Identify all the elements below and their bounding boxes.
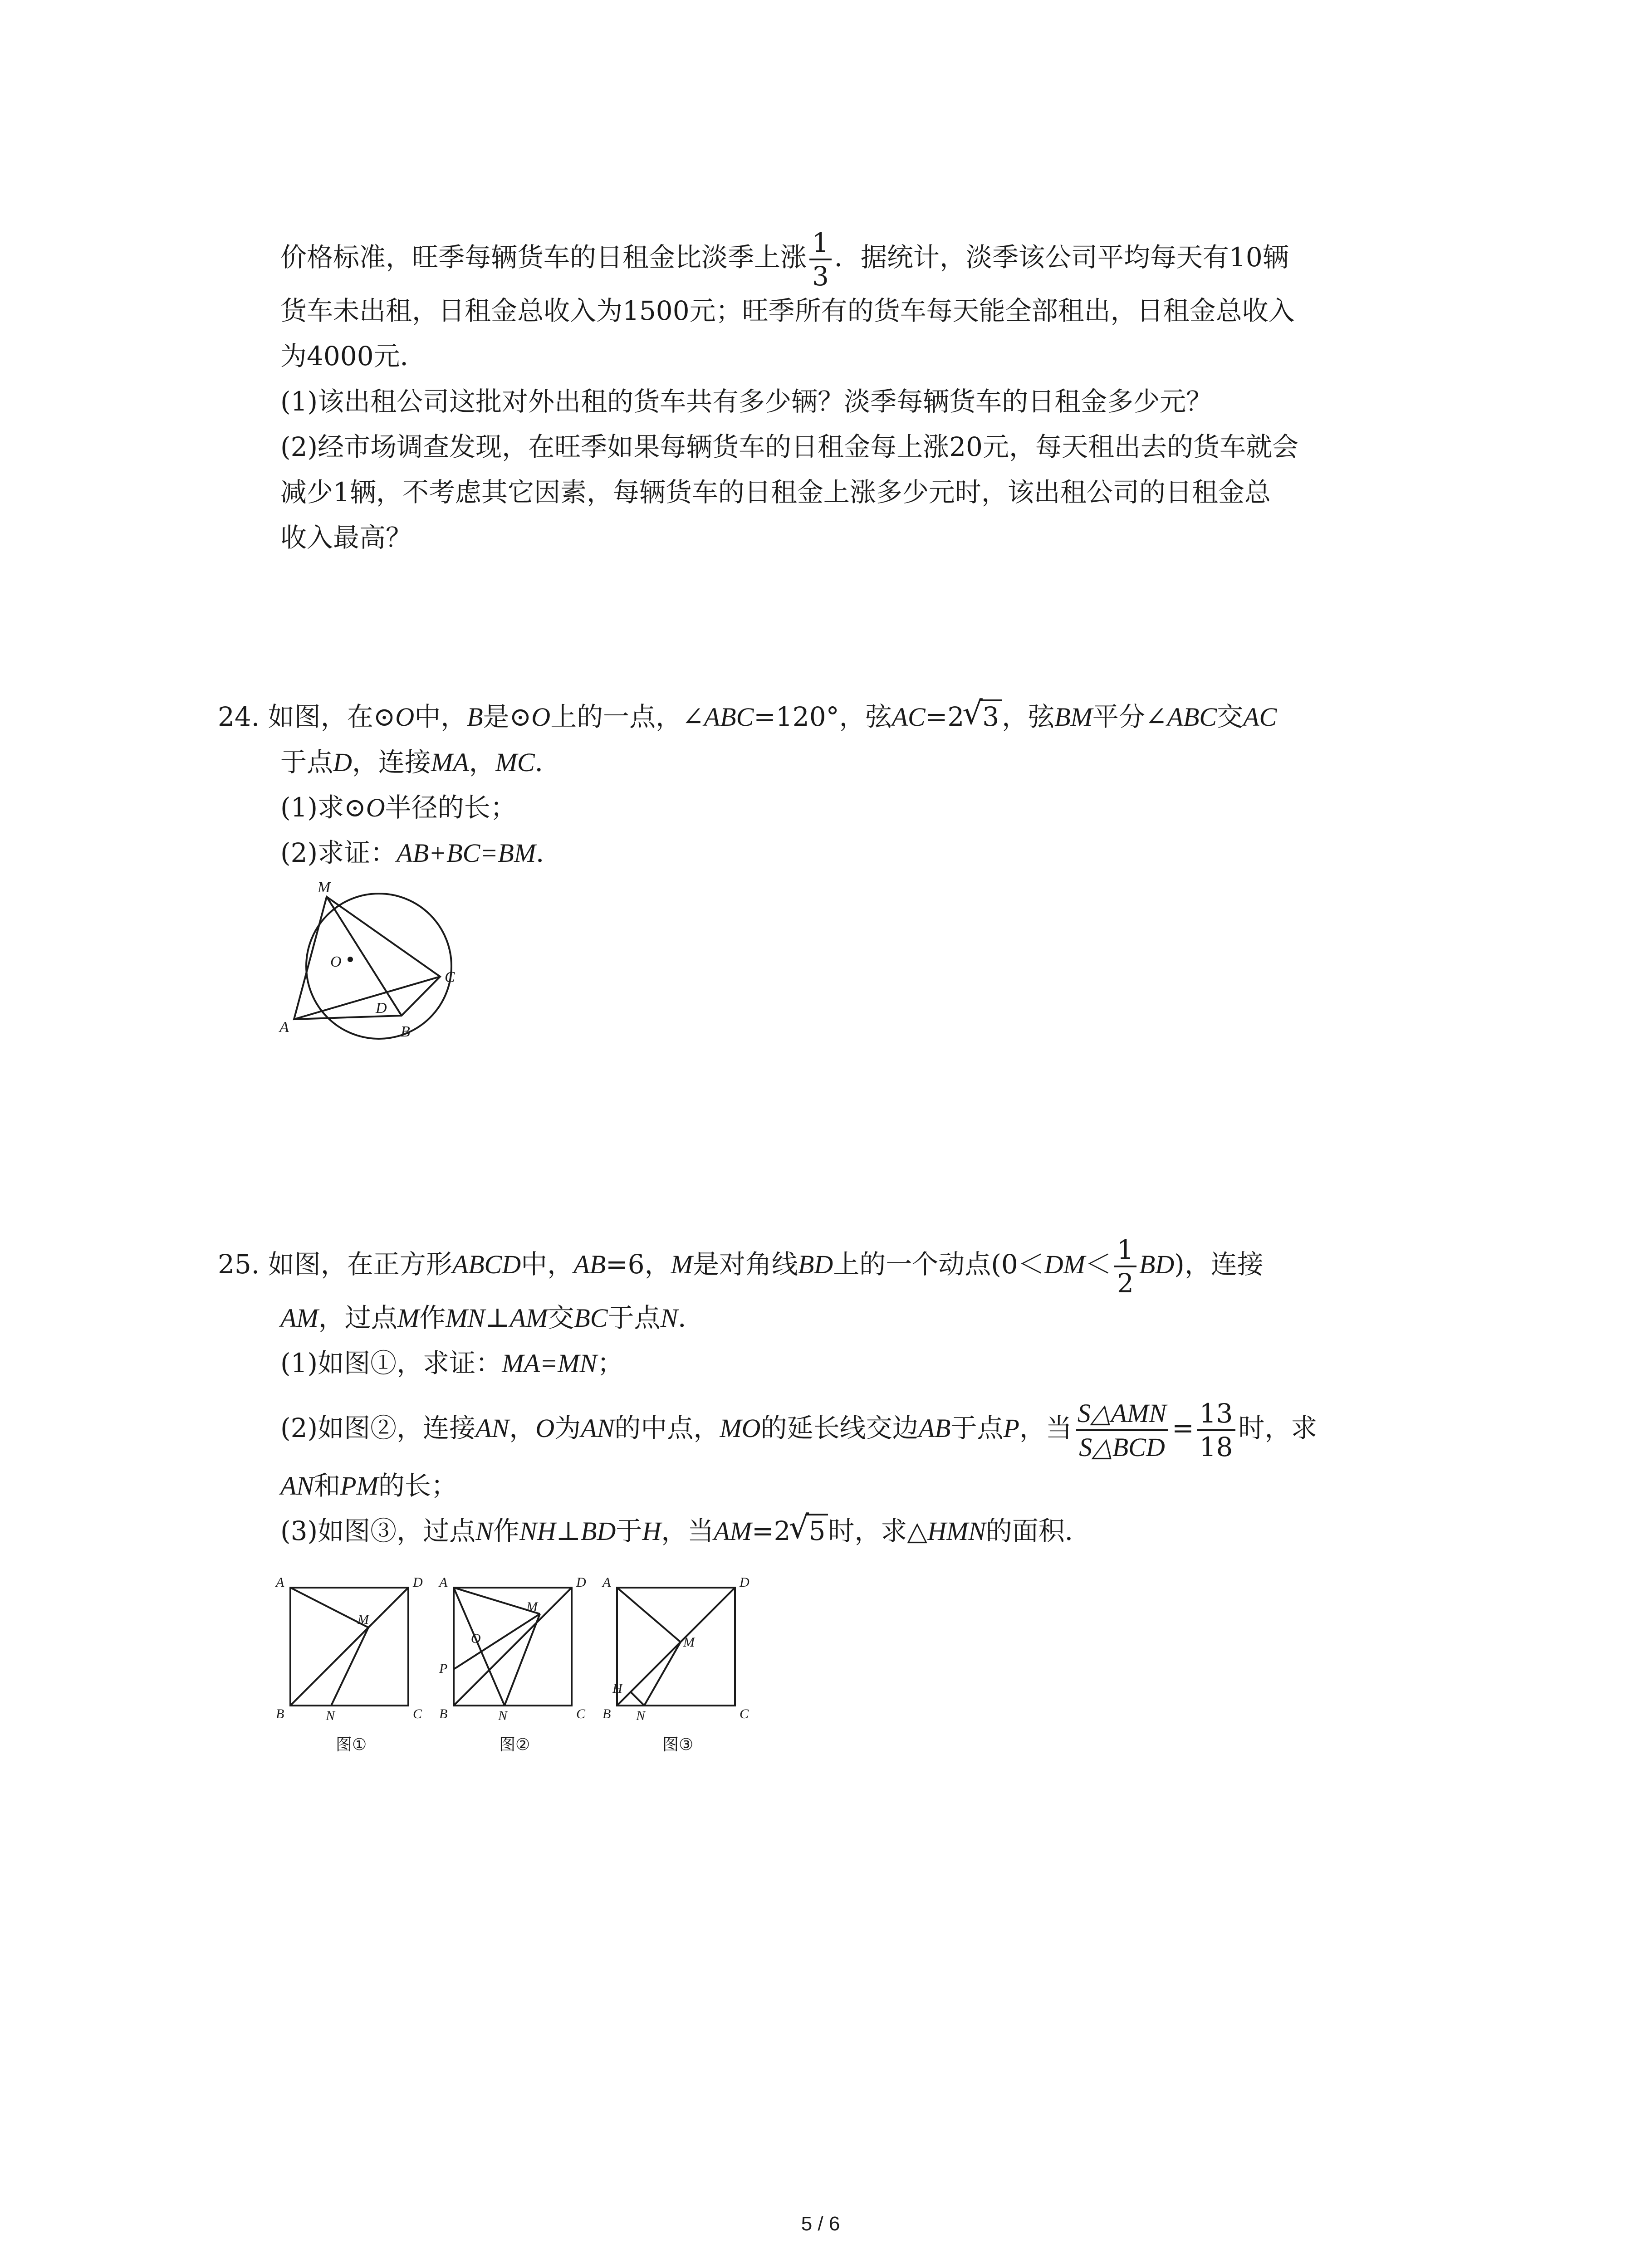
q24-part-1: (1)求⊙O半径的长；	[280, 792, 517, 823]
fig3-label-b: B	[603, 1706, 611, 1721]
fig2-label-a: A	[439, 1575, 448, 1590]
fig1-label-d: D	[413, 1575, 423, 1590]
figure-3-caption: 图③	[662, 1735, 694, 1754]
fig2-label-o: O	[471, 1631, 481, 1646]
fig3-label-h: H	[612, 1681, 622, 1696]
segment-nh	[631, 1692, 644, 1706]
segment-mp	[454, 1614, 540, 1669]
label-m: M	[318, 879, 331, 896]
label-b: B	[401, 1023, 410, 1040]
fig3-label-a: A	[603, 1575, 611, 1590]
sqrt-five: √ 5	[791, 1513, 828, 1549]
segment-an	[454, 1588, 505, 1706]
segment-am	[290, 1588, 368, 1628]
fig1-label-b: B	[276, 1706, 284, 1721]
q23-part-2a: (2)经市场调查发现，在旺季如果每辆货车的日租金每上涨20元，每天租出去的货车就会	[280, 431, 1298, 462]
fraction-one-third: $\frac{1}{3}$	[809, 227, 832, 292]
label-a: A	[279, 1019, 289, 1036]
fraction-13-18: $\frac{13}{18}$	[1197, 1398, 1236, 1463]
q23-part-1: (1)该出租公司这批对外出租的货车共有多少辆？淡季每辆货车的日租金多少元？	[280, 386, 1213, 417]
label-c: C	[445, 969, 455, 986]
q24-line-2: 于点D，连接MA，MC．	[280, 747, 561, 777]
q23-line-1: 价格标准，旺季每辆货车的日租金比淡季上涨 $\frac{1}{3}$ ．据统计，淡季该公司平均每天有10辆	[280, 227, 1289, 292]
q25-part-3: (3)如图③，过点N作NH⊥BD于H，当AM=2√ 5 时，求△HMN的面积．	[280, 1513, 1091, 1549]
diagonal-bd	[617, 1588, 735, 1706]
q23-part-2b: 减少1辆，不考虑其它因素，每辆货车的日租金上涨多少元时，该出租公司的日租金总	[280, 477, 1271, 508]
q25-part-1: (1)如图①，求证：MA=MN；	[280, 1348, 624, 1378]
fraction-one-half: $\frac{1}{2}$	[1114, 1234, 1136, 1299]
page-number: 5 / 6	[801, 2213, 840, 2235]
fig3-label-d: D	[740, 1575, 749, 1590]
q24-line-1: 24. 如图，在⊙O中，B是⊙O上的一点，∠ABC=120°，弦AC=2√ 3 ，弦BM平分∠ABC交AC	[218, 699, 1277, 735]
q25-part-2: (2)如图②，连接AN，O为AN的中点，MO的延长线交边AB于点P，当 $\frac{\text{S△AMN}}{\text{S△BCD}}$ = $\frac{13}{18}$ 时，求	[280, 1398, 1318, 1462]
fig2-label-n: N	[498, 1708, 508, 1723]
fig3-label-c: C	[740, 1706, 749, 1721]
q23-line-2: 货车未出租，日租金总收入为1500元；旺季所有的货车每天能全部租出，日租金总收入	[280, 295, 1295, 326]
fig2-label-c: C	[576, 1706, 586, 1721]
fig1-label-c: C	[413, 1706, 422, 1721]
fig1-label-a: A	[276, 1575, 284, 1590]
fig3-label-m: M	[683, 1635, 695, 1650]
fig2-label-d: D	[576, 1575, 586, 1590]
q25-figure-3	[599, 1574, 762, 1728]
sqrt-three: √ 3	[964, 699, 1002, 735]
segment-mn	[505, 1614, 540, 1706]
q25-line-2: AM，过点M作MN⊥AM交BC于点N．	[280, 1302, 705, 1333]
center-dot	[348, 957, 353, 962]
label-o: O	[330, 953, 342, 970]
q23-line-3: 为4000元．	[280, 341, 426, 371]
fig1-label-n: N	[326, 1708, 335, 1723]
q24-part-2: (2)求证：AB+BC=BM．	[280, 837, 563, 868]
fig3-label-n: N	[636, 1708, 646, 1723]
q23-part-2c: 收入最高？	[280, 522, 412, 553]
fraction-area-ratio: $\frac{\text{S△AMN}}{\text{S△BCD}}$	[1075, 1397, 1169, 1463]
q24-circle-figure	[263, 878, 472, 1050]
fig2-label-m: M	[526, 1599, 538, 1614]
fig1-label-m: M	[358, 1612, 369, 1627]
fig2-label-p: P	[439, 1661, 448, 1676]
q25-part-2-cont: AN和PM的长；	[280, 1470, 457, 1501]
diagonal-bd	[290, 1588, 408, 1706]
segment-mn	[331, 1628, 368, 1706]
q25-figure-1	[272, 1574, 436, 1728]
label-d: D	[376, 1000, 387, 1017]
segment-am	[617, 1588, 681, 1642]
q25-line-1: 25. 如图，在正方形ABCD中，AB=6，M是对角线BD上的一个动点(0＜DM＜ $\frac{1}{2}$ BD)，连接	[218, 1234, 1264, 1299]
figure-2-caption: 图②	[499, 1735, 530, 1754]
figure-1-caption: 图①	[336, 1735, 367, 1754]
fig2-label-b: B	[439, 1706, 448, 1721]
q25-figure-2	[436, 1574, 599, 1728]
